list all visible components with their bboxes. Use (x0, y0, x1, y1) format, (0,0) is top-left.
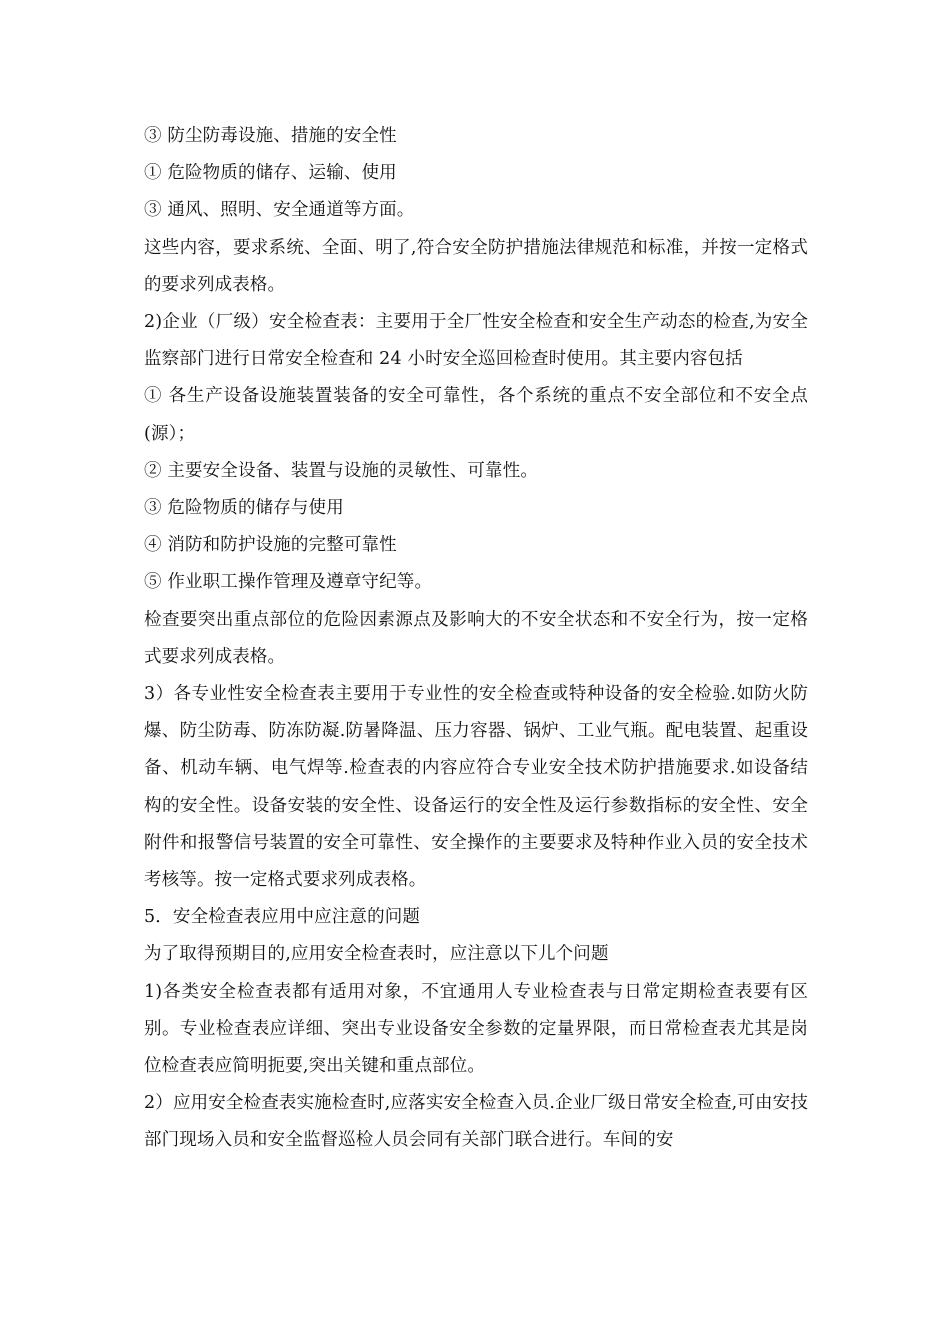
section-heading-issues: 5．安全检查表应用中应注意的问题 (144, 907, 421, 928)
document-body (144, 118, 808, 1160)
list-item-safety-devices: ② 主要安全设备、装置与设施的灵敏性、可靠性。 (144, 460, 539, 481)
list-item-fire-protection: ④ 消防和防护设施的完整可靠性 (144, 535, 397, 556)
list-item-hazardous-use: ③ 危险物质的储存与使用 (144, 498, 344, 519)
paragraph-enterprise-checklist: 2)企业（厂级）安全检查表：主要用于全厂性安全检查和安全生产动态的检查,为安全监察部门进行日常安全检查和 24 小时安全巡回检查时使用。其主要内容包括 (144, 312, 808, 370)
list-item-dust-poison: ③ 防尘防毒设施、措施的安全性 (144, 126, 397, 146)
list-item-operations: ⑤ 作业职工操作管理及遵章守纪等。 (144, 572, 433, 593)
paragraph-issue-2: 2）应用安全检查表实施检查时,应落实安全检查入员.企业厂级日常安全检查,可由安技部门现场入员和安全监督巡检人员会同有关部门联合进行。车间的安 (144, 1093, 808, 1151)
list-item-ventilation: ③ 通风、照明、安全通道等方面。 (144, 200, 415, 221)
list-item-hazardous-storage: ① 危险物质的储存、运输、使用 (144, 163, 397, 184)
paragraph-issues-intro: 为了取得预期目的,应用安全检查表时，应注意以下儿个问题 (144, 944, 609, 965)
paragraph-specialized-checklist: 3）各专业性安全检查表主要用于专业性的安全检查或特种设备的安全检验.如防火防爆、防尘防毒、防冻防凝.防暑降温、压力容器、锅炉、工业气瓶。配电装置、起重设备、机动车辆、电气焊等.检查表的内容应符合专业安全技术防护措施要求.如设备结构的安全性。设备安装的安全性、设备运行的安全性及运行参数指标的安全性、安全附件和报警信号装置的安全可靠性、安全操作的主要要求及特种作业入员的安全技术考核等。按一定格式要求列成表格。 (144, 684, 808, 891)
paragraph-issue-1: 1)各类安全检查表都有适用对象，不宜通用人专业检查表与日常定期检查表要有区别。专业检查表应详细、突出专业设备安全参数的定量界限，而日常检查表尤其是岗位检查表应简明扼要,突出关键和重点部位。 (144, 981, 808, 1077)
paragraph-key-points: 检查要突出重点部位的危险因素源点及影响大的不安全状态和不安全行为，按一定格式要求列成表格。 (144, 609, 808, 667)
paragraph-requirements: 这些内容，要求系统、全面、明了,符合安全防护措施法律规范和标准，并按一定格式的要求列成表格。 (144, 237, 808, 295)
list-item-equipment-reliability: ① 各生产设备设施装置装备的安全可靠性，各个系统的重点不安全部位和不安全点(源）； (144, 386, 808, 444)
